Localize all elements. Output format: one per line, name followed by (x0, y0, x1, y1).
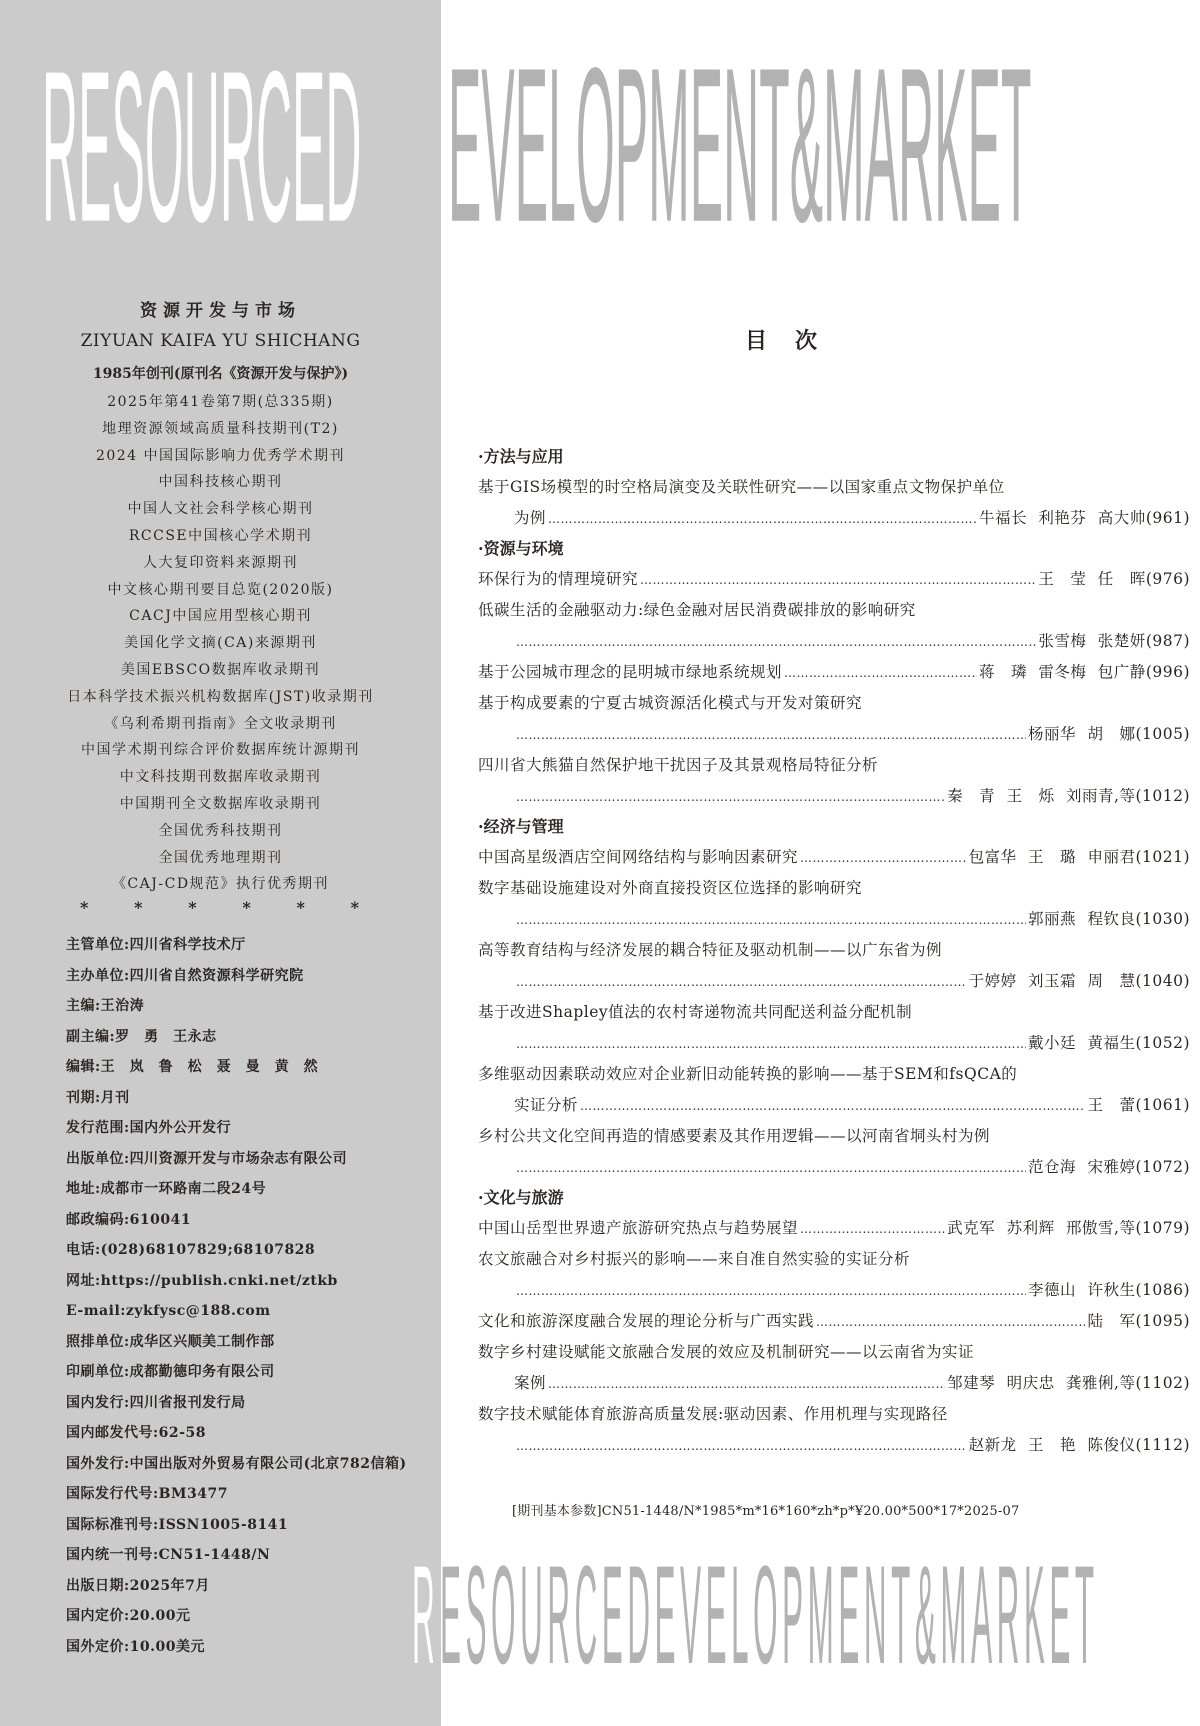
masthead-row: 电话:(028)68107829;68107828 (66, 1242, 316, 1258)
leader-dots (640, 565, 1036, 596)
toc-article-title: 为例 (514, 509, 547, 527)
honor-item: 中文科技期刊数据库收录期刊 (119, 769, 322, 786)
masthead-row: 国际发行代号:BM3477 (66, 1486, 228, 1502)
toc-article-page: (1061) (1135, 1096, 1190, 1114)
toc-article-authors: 秦 青 王 烁 刘雨青,等 (947, 787, 1136, 805)
masthead-row: 国内发行:四川省报刊发行局 (66, 1394, 246, 1411)
toc-article-page: (1005) (1135, 725, 1190, 743)
toc-article-page: (1021) (1135, 848, 1190, 866)
journal-founded: 1985年创刊(原刊名《资源开发与保护》) (92, 366, 349, 382)
toc-article-entry[interactable] (478, 842, 1190, 873)
leader-dots (516, 905, 1026, 936)
masthead-row: 印刷单位:成都勤德印务有限公司 (66, 1364, 275, 1380)
masthead-row: 国外定价:10.00美元 (66, 1638, 206, 1655)
toc-article-page: (996) (1145, 663, 1190, 681)
toc-article-title-line: 四川省大熊猫自然保护地干扰因子及其景观格局特征分析 (478, 756, 879, 774)
honor-item: 美国化学文摘(CA)来源期刊 (124, 635, 317, 652)
masthead-row: 刊期:月刊 (66, 1089, 130, 1106)
leader-dots (516, 1431, 967, 1462)
toc-article-authors: 王 莹 任 晖 (1038, 570, 1146, 588)
toc-article-authors: 牛福长 利艳芬 高大帅 (978, 509, 1146, 527)
toc-article-entry[interactable] (478, 781, 1190, 812)
leader-dots (800, 843, 967, 874)
toc-section-heading: ·经济与管理 (478, 817, 564, 836)
star-icon: * (134, 898, 143, 918)
masthead-row: 国际标准刊号:ISSN1005-8141 (66, 1516, 289, 1533)
masthead-row: 地址:成都市一环路南二段24号 (66, 1181, 267, 1197)
toc-article-entry[interactable] (478, 966, 1190, 997)
masthead-row: 出版单位:四川资源开发与市场杂志有限公司 (66, 1150, 348, 1167)
toc-section-heading: ·方法与应用 (478, 447, 564, 466)
masthead-row: 邮政编码:610041 (66, 1211, 192, 1228)
toc-article-title-line: 低碳生活的金融驱动力:绿色金融对居民消费碳排放的影响研究 (478, 601, 916, 619)
honor-item: 《乌利希期刊指南》全文收录期刊 (104, 715, 337, 732)
leader-dots (516, 627, 1036, 658)
journal-params: [期刊基本参数]CN51-1448/N*1985*m*16*160*zh*p*¥20.00*500*17*2025-07 (512, 1504, 1020, 1519)
toc-article-title: 案例 (514, 1374, 547, 1392)
toc-article-entry[interactable] (478, 1275, 1190, 1306)
wordmark-top-left: RESOURCED (42, 27, 362, 268)
honor-item: 2025年第41卷第7期(总335期) (107, 394, 334, 410)
honor-item: 全国优秀地理期刊 (158, 849, 283, 866)
honor-item: 中国人文社会科学核心期刊 (127, 501, 314, 518)
masthead-row: 网址:https://publish.cnki.net/ztkb (66, 1272, 338, 1289)
toc-article-entry[interactable] (478, 1306, 1190, 1337)
toc-article-authors: 包富华 王 璐 申丽君 (968, 848, 1136, 866)
masthead-row: 出版日期:2025年7月 (66, 1577, 210, 1594)
toc-article-entry[interactable] (478, 719, 1190, 750)
star-icon: * (350, 898, 359, 918)
toc-article-page: (987) (1145, 632, 1190, 650)
toc-article-page: (1030) (1135, 910, 1190, 928)
masthead-row: 主办单位:四川省自然资源科学研究院 (66, 967, 304, 984)
toc-article-entry[interactable] (478, 657, 1190, 688)
leader-dots (580, 1091, 1085, 1122)
honor-item: CACJ中国应用型核心期刊 (129, 608, 312, 625)
toc-article-title: 文化和旅游深度融合发展的理论分析与广西实践 (478, 1312, 815, 1330)
toc-article-entry[interactable] (478, 904, 1190, 935)
toc-article-authors: 范仓海 宋雅婷 (1028, 1158, 1136, 1176)
star-icon: * (188, 898, 197, 918)
toc-article-title-line: 数字乡村建设赋能文旅融合发展的效应及机制研究——以云南省为实证 (478, 1343, 975, 1361)
honors-list (0, 389, 441, 898)
table-of-contents (478, 442, 1190, 1461)
toc-article-authors: 郭丽燕 程钦良 (1028, 910, 1136, 928)
toc-article-entry[interactable] (478, 503, 1190, 534)
wordmark-top-right: EVELOPMENT&MARKET (448, 22, 1032, 270)
toc-article-entry[interactable] (478, 1368, 1190, 1399)
star-icon: * (296, 898, 305, 918)
toc-article-authors: 武克军 苏利辉 邢傲雪,等 (947, 1219, 1136, 1237)
toc-article-authors: 张雪梅 张楚妍 (1038, 632, 1146, 650)
toc-article-page: (1095) (1135, 1312, 1190, 1330)
toc-article-entry[interactable] (478, 1090, 1190, 1121)
wordmark-bottom-left: R (412, 1537, 435, 1693)
toc-article-page: (1052) (1135, 1034, 1190, 1052)
masthead-row: 发行范围:国内外公开发行 (66, 1120, 232, 1136)
honor-item: 全国优秀科技期刊 (158, 822, 283, 839)
toc-article-title: 基于公园城市理念的昆明城市绿地系统规划 (478, 663, 783, 681)
honor-item: 美国EBSCO数据库收录期刊 (120, 661, 321, 678)
toc-article-page: (1012) (1135, 787, 1190, 805)
toc-title: 目次 (745, 329, 846, 354)
star-icon: * (242, 898, 251, 918)
honor-item: 人大复印资料来源期刊 (143, 554, 298, 571)
toc-article-entry[interactable] (478, 626, 1190, 657)
honor-item: 中国期刊全文数据库收录期刊 (119, 795, 322, 812)
honor-item: 地理资源领域高质量科技期刊(T2) (102, 420, 339, 437)
leader-dots (516, 967, 967, 998)
leader-dots (548, 504, 977, 535)
toc-article-page: (976) (1145, 570, 1190, 588)
honor-item: 日本科学技术振兴机构数据库(JST)收录期刊 (67, 688, 374, 705)
masthead-row: 国内邮发代号:62-58 (66, 1425, 206, 1441)
leader-dots (516, 782, 945, 813)
masthead-row: 副主编:罗 勇 王永志 (66, 1028, 217, 1045)
toc-article-title-line: 多维驱动因素联动效应对企业新旧动能转换的影响——基于SEM和fsQCA的 (478, 1065, 1018, 1083)
leader-dots (800, 1214, 945, 1245)
toc-article-page: (1102) (1135, 1374, 1190, 1392)
toc-article-authors: 陆 军 (1087, 1312, 1136, 1330)
toc-article-entry[interactable] (478, 1213, 1190, 1244)
toc-article-title-line: 数字基础设施建设对外商直接投资区位选择的影响研究 (478, 879, 863, 897)
masthead-row: 国内定价:20.00元 (66, 1608, 191, 1624)
toc-article-authors: 戴小廷 黄福生 (1028, 1034, 1136, 1052)
toc-article-title: 环保行为的情理境研究 (478, 570, 639, 588)
toc-article-title: 实证分析 (514, 1096, 579, 1114)
toc-article-title-line: 农文旅融合对乡村振兴的影响——来自准自然实验的实证分析 (478, 1250, 911, 1268)
toc-article-page: (961) (1145, 509, 1190, 527)
toc-article-title: 中国高星级酒店空间网络结构与影响因素研究 (478, 848, 799, 866)
journal-title-pinyin: ZIYUAN KAIFA YU SHICHANG (80, 331, 361, 351)
leader-dots (516, 1276, 1026, 1307)
toc-article-page: (1040) (1135, 972, 1190, 990)
toc-article-authors: 杨丽华 胡 娜 (1028, 725, 1136, 743)
toc-article-entry[interactable] (478, 1152, 1190, 1183)
toc-article-title-line: 数字技术赋能体育旅游高质量发展:驱动因素、作用机理与实现路径 (478, 1405, 948, 1423)
honor-item: RCCSE中国核心学术期刊 (128, 527, 313, 544)
honor-item: 2024 中国国际影响力优秀学术期刊 (95, 447, 346, 464)
toc-article-authors: 于婷婷 刘玉霜 周 慧 (968, 972, 1136, 990)
toc-article-authors: 王 蕾 (1087, 1096, 1136, 1114)
toc-article-entry[interactable] (478, 1028, 1190, 1059)
masthead-row: E-mail:zykfysc@188.com (66, 1303, 271, 1319)
leader-dots (516, 720, 1026, 751)
masthead-row: 主管单位:四川省科学技术厅 (66, 937, 246, 953)
toc-section-heading: ·文化与旅游 (478, 1188, 564, 1207)
honor-item: 中文核心期刊要目总览(2020版) (107, 581, 334, 598)
masthead-row: 照排单位:成华区兴顺美工制作部 (66, 1333, 275, 1350)
toc-article-page: (1079) (1135, 1219, 1190, 1237)
masthead-row: 主编:王治涛 (66, 998, 145, 1014)
toc-article-title-line: 基于GIS场模型的时空格局演变及关联性研究——以国家重点文物保护单位 (478, 478, 1005, 496)
toc-article-entry[interactable] (478, 1430, 1190, 1461)
toc-article-title-line: 基于构成要素的宁夏古城资源活化模式与开发对策研究 (478, 694, 863, 712)
honor-item: 《CAJ-CD规范》执行优秀期刊 (111, 876, 330, 893)
leader-dots (548, 1369, 945, 1400)
masthead-row: 国内统一刊号:CN51-1448/N (66, 1547, 271, 1563)
leader-dots (516, 1029, 1026, 1060)
toc-article-title-line: 基于改进Shapley值法的农村寄递物流共同配送利益分配机制 (478, 1003, 913, 1021)
toc-article-authors: 赵新龙 王 艳 陈俊仪 (968, 1436, 1136, 1454)
toc-article-authors: 李德山 许秋生 (1028, 1281, 1136, 1299)
star-icon: * (80, 898, 89, 918)
journal-title-cn: 资源开发与市场 (140, 301, 301, 321)
leader-dots (784, 658, 977, 689)
wordmark-bottom-right: ESOURCEDEVELOPMENT&MARKET (440, 1537, 1099, 1693)
leader-dots (516, 1153, 1026, 1184)
toc-article-authors: 邹建琴 明庆忠 龚雅俐,等 (947, 1374, 1136, 1392)
toc-article-page: (1072) (1135, 1158, 1190, 1176)
toc-article-title-line: 乡村公共文化空间再造的情感要素及其作用逻辑——以河南省垌头村为例 (478, 1127, 991, 1145)
toc-article-authors: 蒋 璘 雷冬梅 包广静 (978, 663, 1146, 681)
journal-info (0, 296, 441, 918)
leader-dots (816, 1307, 1085, 1338)
toc-section-heading: ·资源与环境 (478, 539, 564, 558)
star-divider (0, 898, 441, 918)
masthead-row: 编辑:王 岚 鲁 松 聂 曼 黄 然 (66, 1059, 319, 1075)
toc-article-title: 中国山岳型世界遗产旅游研究热点与趋势展望 (478, 1219, 799, 1237)
toc-article-page: (1112) (1135, 1436, 1190, 1454)
honor-item: 中国科技核心期刊 (158, 474, 283, 491)
toc-article-title-line: 高等教育结构与经济发展的耦合特征及驱动机制——以广东省为例 (478, 941, 943, 959)
honor-item: 中国学术期刊综合评价数据库统计源期刊 (81, 742, 360, 759)
masthead-row: 国外发行:中国出版对外贸易有限公司(北京782信箱) (66, 1455, 407, 1472)
toc-article-page: (1086) (1135, 1281, 1190, 1299)
toc-article-entry[interactable] (478, 564, 1190, 595)
masthead-list (66, 930, 446, 1662)
